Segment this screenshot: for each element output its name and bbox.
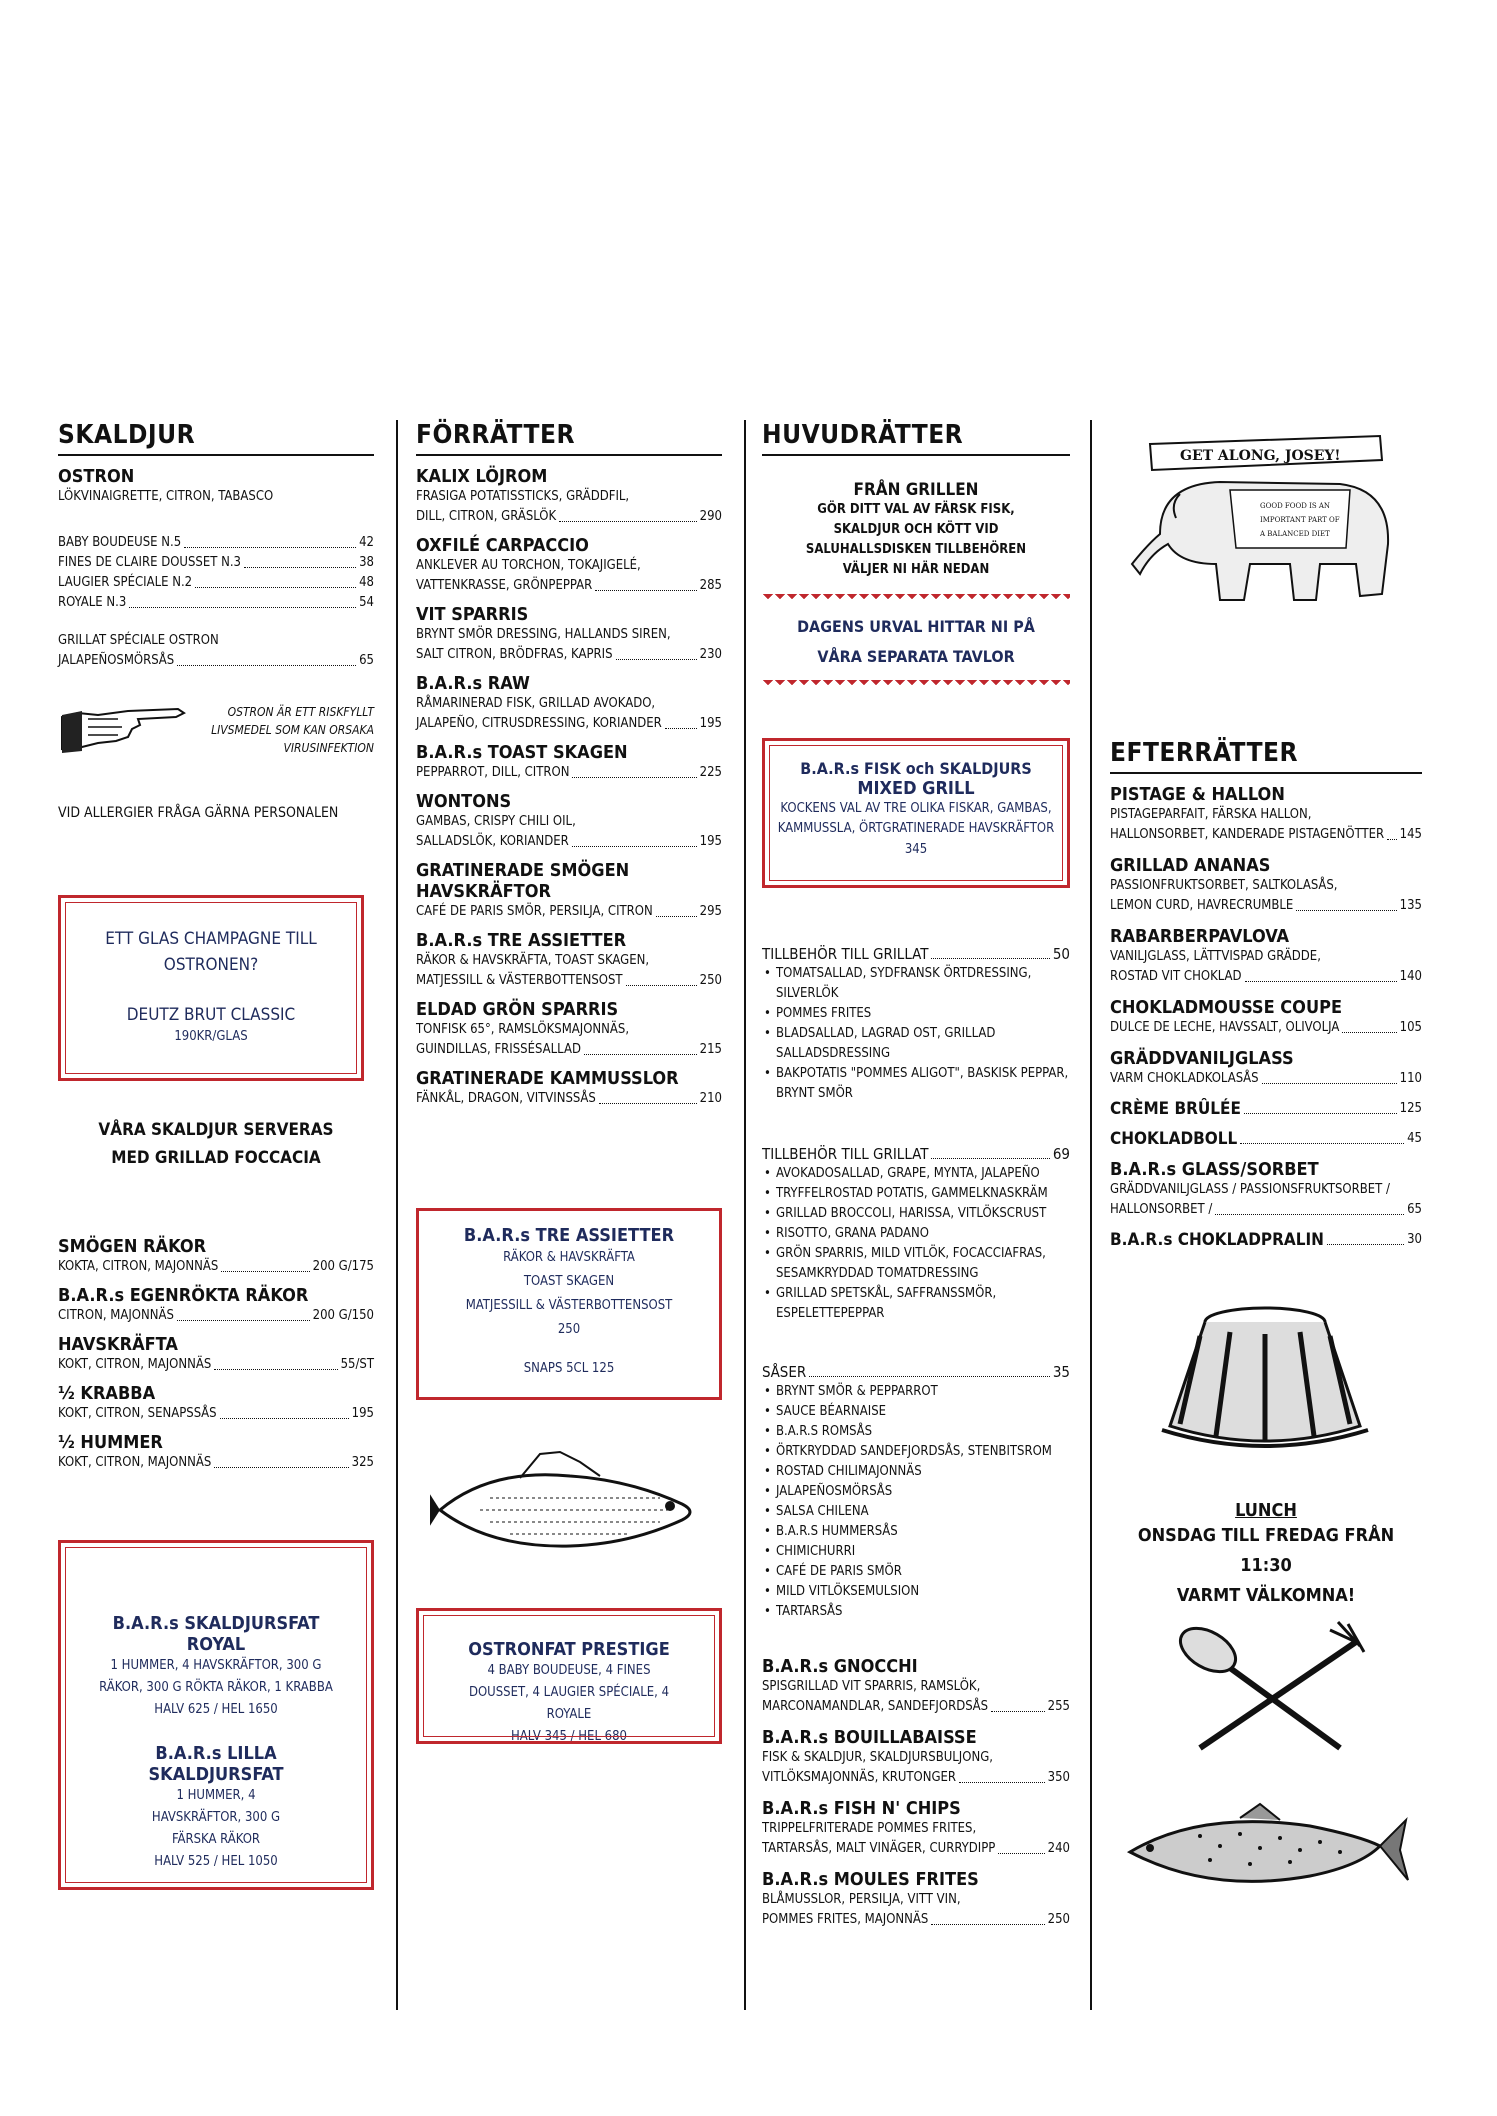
royal-desc: 1 HUMMER, 4 HAVSKRÄFTOR, 300 G RÄKOR, 300 G RÖKTA RÄKOR, 1 KRABBA [99, 1658, 333, 1695]
menu-item-row: B.A.R.s CHOKLADPRALIN 30 [1110, 1230, 1422, 1250]
shellfish-item: B.A.R.s EGENRÖKTA RÄKOR CITRON, MAJONNÄS 200 G/150 [58, 1285, 374, 1323]
list-item: • GRÖN SPARRIS, MILD VITLÖK, FOCACCIAFRAS, SESAMKRYDDAD TOMATDRESSING [762, 1244, 1070, 1284]
champagne-question: ETT GLAS CHAMPAGNE TILL OSTRONEN? [105, 929, 317, 975]
list-item: • B.A.R.S ROMSÅS [762, 1422, 1070, 1442]
menu-item-desc: GAMBAS, CRISPY CHILI OIL, [416, 814, 576, 829]
menu-item-title: B.A.R.s GLASS/SORBET [1110, 1159, 1319, 1180]
allergy-note: VID ALLERGIER FRÅGA GÄRNA PERSONALEN [58, 805, 339, 821]
menu-item-price-row: MARCONAMANDLAR, SANDEFJORDSÅS 255 [762, 1699, 1070, 1714]
snaps-price: SNAPS 5CL 125 [523, 1361, 615, 1376]
list-item: • SAUCE BÉARNAISE [762, 1402, 1070, 1422]
list-item: • BLADSALLAD, LAGRAD OST, GRILLAD SALLADSDRESSING [762, 1024, 1070, 1064]
menu-item-desc: ANKLEVER AU TORCHON, TOKAJIGELÉ, [416, 558, 641, 573]
royal-price: HALV 625 / HEL 1650 [154, 1702, 278, 1717]
sauces-header: SÅSER 35 [762, 1363, 1070, 1381]
menu-item-title: OXFILÉ CARPACCIO [416, 535, 589, 556]
menu-item-desc: FRASIGA POTATISSTICKS, GRÄDDFIL, [416, 489, 630, 504]
prestige-desc: 4 BABY BOUDEUSE, 4 FINES DOUSSET, 4 LAUGIER SPÉCIALE, 4 ROYALE [468, 1663, 670, 1722]
tre-price: 250 [557, 1322, 581, 1337]
ostron-desc: LÖKVINAIGRETTE, CITRON, TABASCO [58, 489, 274, 504]
mixed-desc: KOCKENS VAL AV TRE OLIKA FISKAR, GAMBAS, KAMMUSSLA, ÖRTGRATINERADE HAVSKRÄFTOR [777, 801, 1055, 836]
shellfish-item: HAVSKRÄFTA KOKT, CITRON, MAJONNÄS 55/ST [58, 1334, 374, 1372]
mixed-price: 345 [904, 842, 928, 857]
menu-item [416, 742, 722, 783]
menu-item-row: CHOKLADBOLL 45 [1110, 1129, 1422, 1149]
list-item: • B.A.R.S HUMMERSÅS [762, 1522, 1070, 1542]
list-item: • CHIMICHURRI [762, 1542, 1070, 1562]
grill-title: FRÅN GRILLEN [853, 480, 979, 500]
menu-item-title: PISTAGE & HALLON [1110, 784, 1285, 805]
menu-item-title: CHOKLADMOUSSE COUPE [1110, 997, 1343, 1018]
ostron-list [58, 533, 374, 613]
menu-item-title: B.A.R.s BOUILLABAISSE [762, 1727, 977, 1748]
column-divider-2 [744, 420, 746, 2010]
menu-item-desc: PISTAGEPARFAIT, FÄRSKA HALLON, [1110, 807, 1312, 822]
menu-item-desc: TRIPPELFRITERADE POMMES FRITES, [762, 1821, 977, 1836]
mixed-title-1: B.A.R.s FISK och SKALDJURS [800, 759, 1032, 778]
mixed-grill-box [762, 738, 1070, 888]
menu-item-title: B.A.R.s TOAST SKAGEN [416, 742, 628, 763]
list-item: • POMMES FRITES [762, 1004, 1070, 1024]
menu-item-price-row: PEPPARROT, DILL, CITRON 225 [416, 765, 722, 780]
menu-item-price-row: VATTENKRASSE, GRÖNPEPPAR 285 [416, 578, 722, 593]
section-title-efterratter: EFTERRÄTTER [1110, 738, 1422, 774]
menu-item [416, 1068, 722, 1109]
menu-row: BABY BOUDEUSE N.5 42 [58, 535, 374, 550]
menu-item-title: GRÄDDVANILJGLASS [1110, 1048, 1294, 1069]
menu-item-desc: FISK & SKALDJUR, SKALDJURSBULJONG, [762, 1750, 993, 1765]
menu-item-desc: SPISGRILLAD VIT SPARRIS, RAMSLÖK, [762, 1679, 981, 1694]
lunch-block [1110, 1500, 1422, 1611]
sides1-list [762, 964, 1070, 1104]
list-item: • JALAPEÑOSMÖRSÅS [762, 1482, 1070, 1502]
tre-assietter-title: B.A.R.s TRE ASSIETTER [463, 1225, 675, 1246]
lilla-desc: 1 HUMMER, 4 HAVSKRÄFTOR, 300 G FÄRSKA RÄKOR [151, 1788, 281, 1847]
menu-item [416, 999, 722, 1060]
oyster-warning: OSTRON ÄR ETT RISKFYLLT LIVSMEDEL SOM KAN ORSAKA VIRUSINFEKTION [211, 705, 374, 755]
menu-item-desc: RÄKOR & HAVSKRÄFTA, TOAST SKAGEN, [416, 953, 650, 968]
column-divider-3 [1090, 420, 1092, 2010]
menu-item-title: B.A.R.s TRE ASSIETTER [416, 930, 627, 951]
menu-item-price-row: ROSTAD VIT CHOKLAD 140 [1110, 969, 1422, 984]
forratter-list [416, 466, 722, 1109]
menu-item [416, 535, 722, 596]
menu-item-price-row: SALT CITRON, BRÖDFRAS, KAPRIS 230 [416, 647, 722, 662]
menu-item-desc: PASSIONFRUKTSORBET, SALTKOLASÅS, [1110, 878, 1338, 893]
menu-item [762, 1798, 1070, 1859]
tre-assietter-box [416, 1208, 722, 1400]
sides1-header: TILLBEHÖR TILL GRILLAT 50 [762, 945, 1070, 963]
royal-title: B.A.R.s SKALDJURSFAT ROYAL [112, 1613, 320, 1655]
prestige-price: HALV 345 / HEL 680 [510, 1729, 627, 1744]
champagne-name: DEUTZ BRUT CLASSIC [126, 1005, 296, 1025]
menu-item-price-row: GUINDILLAS, FRISSÉSALLAD 215 [416, 1042, 722, 1057]
menu-item-price-row: POMMES FRITES, MAJONNÄS 250 [762, 1912, 1070, 1927]
list-item: • GRILLAD SPETSKÅL, SAFFRANSSMÖR, ESPELETTEPEPPAR [762, 1284, 1070, 1324]
shellfish-item: ½ KRABBA KOKT, CITRON, SENAPSSÅS 195 [58, 1383, 374, 1421]
prestige-title: OSTRONFAT PRESTIGE [468, 1639, 670, 1660]
menu-item-price-row: LEMON CURD, HAVRECRUMBLE 135 [1110, 898, 1422, 913]
served-note: VÅRA SKALDJUR SERVERAS MED GRILLAD FOCCACIA [98, 1120, 334, 1168]
svg-text:IMPORTANT PART OF: IMPORTANT PART OF [1260, 516, 1340, 524]
menu-item-title: GRATINERADE SMÖGEN HAVSKRÄFTOR [416, 860, 630, 902]
menu-item-price-row: HALLONSORBET / 65 [1110, 1202, 1422, 1217]
zigzag-divider [762, 680, 1070, 690]
elephant-banner: GET ALONG, JOSEY! [1180, 448, 1341, 464]
menu-item-desc: TONFISK 65°, RAMSLÖKSMAJONNÄS, [416, 1022, 630, 1037]
list-item: • BRYNT SMÖR & PEPPARROT [762, 1382, 1070, 1402]
jelly-mould-icon [1150, 1296, 1380, 1456]
trout-illustration-icon [1110, 1796, 1410, 1906]
menu-row: JALAPEÑOSMÖRSÅS 65 [58, 653, 374, 668]
menu-item-title: B.A.R.s FISH N' CHIPS [762, 1798, 961, 1819]
menu-item-desc: RÅMARINERAD FISK, GRILLAD AVOKADO, [416, 696, 656, 711]
menu-item [1110, 1129, 1422, 1149]
zigzag-divider [762, 594, 1070, 604]
menu-item [1110, 855, 1422, 916]
list-item: • ROSTAD CHILIMAJONNÄS [762, 1462, 1070, 1482]
tre-line: TOAST SKAGEN [523, 1274, 615, 1289]
menu-item-price-row: VARM CHOKLADKOLASÅS 110 [1110, 1071, 1422, 1086]
lilla-title: B.A.R.s LILLA SKALDJURSFAT [148, 1743, 284, 1785]
section-title-huvudratter: HUVUDRÄTTER [762, 420, 1070, 456]
svg-text:A BALANCED DIET: A BALANCED DIET [1260, 530, 1330, 538]
menu-item-title: B.A.R.s GNOCCHI [762, 1656, 918, 1677]
lilla-price: HALV 525 / HEL 1050 [154, 1854, 278, 1869]
list-item: • BAKPOTATIS "POMMES ALIGOT", BASKISK PEPPAR, BRYNT SMÖR [762, 1064, 1070, 1104]
menu-item [416, 466, 722, 527]
elephant-illustration-icon [1120, 424, 1420, 624]
menu-item [1110, 1099, 1422, 1119]
menu-item-price-row: DULCE DE LECHE, HAVSSALT, OLIVOLJA 105 [1110, 1020, 1422, 1035]
menu-item [1110, 997, 1422, 1038]
menu-item-desc: GRÄDDVANILJGLASS / PASSIONSFRUKTSORBET / [1110, 1182, 1390, 1197]
section-title-skaldjur: SKALDJUR [58, 420, 374, 456]
menu-item-title: GRATINERADE KAMMUSSLOR [416, 1068, 679, 1089]
shellfish-item: SMÖGEN RÄKOR KOKTA, CITRON, MAJONNÄS 200 G/175 [58, 1236, 374, 1274]
list-item: • MILD VITLÖKSEMULSION [762, 1582, 1070, 1602]
menu-item [762, 1727, 1070, 1788]
menu-item-price-row: HALLONSORBET, KANDERADE PISTAGENÖTTER 145 [1110, 827, 1422, 842]
mixed-title-2: MIXED GRILL [857, 778, 975, 799]
menu-item [1110, 784, 1422, 845]
shellfish-item: ½ HUMMER KOKT, CITRON, MAJONNÄS 325 [58, 1432, 374, 1470]
menu-item [416, 791, 722, 852]
column-forratter [416, 420, 722, 1109]
skaldjursfat-box [58, 1540, 374, 1890]
section-title-forratter: FÖRRÄTTER [416, 420, 722, 456]
menu-item-title: KALIX LÖJROM [416, 466, 548, 487]
menu-item-price-row: SALLADSLÖK, KORIANDER 195 [416, 834, 722, 849]
list-item: • TARTARSÅS [762, 1602, 1070, 1622]
menu-item-title: ELDAD GRÖN SPARRIS [416, 999, 619, 1020]
list-item: • AVOKADOSALLAD, GRAPE, MYNTA, JALAPEÑO [762, 1164, 1070, 1184]
menu-row: FINES DE CLAIRE DOUSSET N.3 38 [58, 555, 374, 570]
sauces-list [762, 1382, 1070, 1622]
menu-item [416, 860, 722, 922]
list-item: • TOMATSALLAD, SYDFRANSK ÖRTDRESSING, SILVERLÖK [762, 964, 1070, 1004]
column-huvudratter [762, 420, 1070, 690]
grillat-ostron-name: GRILLAT SPÉCIALE OSTRON [58, 633, 219, 648]
menu-item-price-row: FÄNKÅL, DRAGON, VITVINSSÅS 210 [416, 1091, 722, 1106]
column-skaldjur [58, 420, 374, 823]
menu-item-title: B.A.R.s MOULES FRITES [762, 1869, 979, 1890]
menu-item [762, 1656, 1070, 1717]
menu-item [1110, 926, 1422, 987]
ostronfat-prestige-box [416, 1608, 722, 1744]
champagne-box [58, 895, 364, 1081]
menu-item-price-row: JALAPEÑO, CITRUSDRESSING, KORIANDER 195 [416, 716, 722, 731]
grill-desc: GÖR DITT VAL AV FÄRSK FISK, SKALDJUR OCH KÖTT VID SALUHALLSDISKEN TILLBEHÖREN VÄLJER NI HÄR NEDAN [805, 502, 1027, 577]
column-efterratter [1110, 738, 1422, 1250]
menu-item [762, 1869, 1070, 1930]
menu-item [416, 604, 722, 665]
mains-list [762, 1656, 1070, 1930]
lunch-welcome: VARMT VÄLKOMNA! [1176, 1585, 1356, 1606]
menu-item [416, 673, 722, 734]
svg-text:GOOD FOOD IS AN: GOOD FOOD IS AN [1260, 502, 1331, 510]
champagne-price: 190KR/GLAS [174, 1029, 248, 1044]
tre-line: MATJESSILL & VÄSTERBOTTENSOST [465, 1298, 673, 1313]
menu-item-price-row: VITLÖKSMAJONNÄS, KRUTONGER 350 [762, 1770, 1070, 1785]
list-item: • ÖRTKRYDDAD SANDEFJORDSÅS, STENBITSROM [762, 1442, 1070, 1462]
menu-row: ROYALE N.3 54 [58, 595, 374, 610]
pointing-hand-icon [58, 697, 188, 763]
menu-item [1110, 1048, 1422, 1089]
menu-item-title: B.A.R.s RAW [416, 673, 530, 694]
desserts-list [1110, 784, 1422, 1250]
lunch-title: LUNCH [1235, 1500, 1297, 1521]
sides2-header: TILLBEHÖR TILL GRILLAT 69 [762, 1145, 1070, 1163]
lunch-hours: ONSDAG TILL FREDAG FRÅN 11:30 [1137, 1525, 1395, 1576]
column-divider-1 [396, 420, 398, 2010]
menu-item [1110, 1230, 1422, 1250]
list-item: • SALSA CHILENA [762, 1502, 1070, 1522]
menu-item-price-row: MATJESSILL & VÄSTERBOTTENSOST 250 [416, 973, 722, 988]
tre-line: RÄKOR & HAVSKRÄFTA [503, 1250, 635, 1265]
menu-item-title: GRILLAD ANANAS [1110, 855, 1271, 876]
dagens-urval: DAGENS URVAL HITTAR NI PÅ VÅRA SEPARATA TAVLOR [797, 617, 1035, 666]
menu-item-title: WONTONS [416, 791, 512, 812]
warning-block [58, 697, 374, 763]
menu-item-desc: BRYNT SMÖR DRESSING, HALLANDS SIREN, [416, 627, 671, 642]
ostron-title: OSTRON [58, 466, 135, 487]
list-item: • CAFÉ DE PARIS SMÖR [762, 1562, 1070, 1582]
menu-item-title: VIT SPARRIS [416, 604, 529, 625]
menu-item-row: CRÈME BRÛLÉE 125 [1110, 1099, 1422, 1119]
menu-item-desc: BLÅMUSSLOR, PERSILJA, VITT VIN, [762, 1892, 961, 1907]
menu-item [1110, 1159, 1422, 1220]
list-item: • TRYFFELROSTAD POTATIS, GAMMELKNASKRÄM [762, 1184, 1070, 1204]
menu-item-price-row: CAFÉ DE PARIS SMÖR, PERSILJA, CITRON 295 [416, 904, 722, 919]
menu-row: LAUGIER SPÉCIALE N.2 48 [58, 575, 374, 590]
menu-item-desc: VANILJGLASS, LÄTTVISPAD GRÄDDE, [1110, 949, 1321, 964]
list-item: • RISOTTO, GRANA PADANO [762, 1224, 1070, 1244]
shellfish-list [58, 1232, 374, 1473]
fish-illustration-icon [430, 1448, 710, 1568]
menu-item-title: RABARBERPAVLOVA [1110, 926, 1290, 947]
menu-item-price-row: TARTARSÅS, MALT VINÄGER, CURRYDIPP 240 [762, 1841, 1070, 1856]
sides-block [762, 944, 1070, 1930]
list-item: • GRILLAD BROCCOLI, HARISSA, VITLÖKSCRUST [762, 1204, 1070, 1224]
menu-item-price-row: DILL, CITRON, GRÄSLÖK 290 [416, 509, 722, 524]
sides2-list [762, 1164, 1070, 1324]
menu-item [416, 930, 722, 991]
spoon-fork-icon [1160, 1620, 1370, 1760]
